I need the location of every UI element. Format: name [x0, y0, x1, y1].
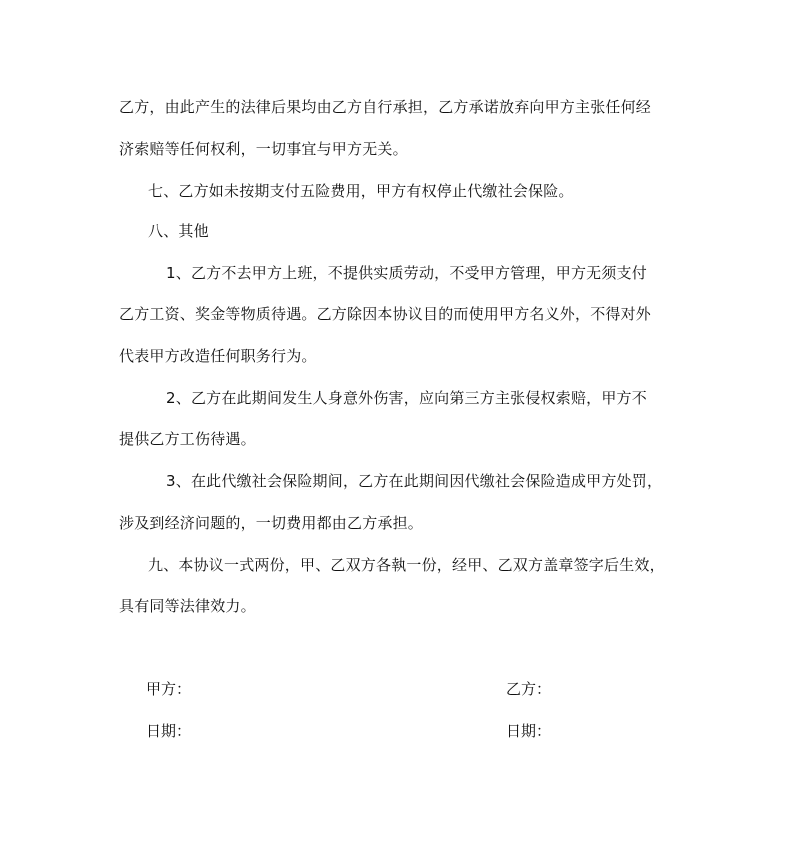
- paragraph-line: 济索赔等任何权利，一切事宜与甲方无关。: [119, 140, 408, 158]
- paragraph-line: 代表甲方改造任何职务行为。: [119, 347, 317, 365]
- section-heading: 八、其他: [148, 222, 209, 240]
- paragraph-line: 提供乙方工伤待遇。: [119, 430, 256, 448]
- paragraph-line: 1、乙方不去甲方上班，不提供实质劳动，不受甲方管理，甲方无须支付: [166, 264, 647, 282]
- date-a-label: 日期：: [146, 722, 192, 740]
- paragraph-line: 具有同等法律效力。: [119, 597, 256, 615]
- paragraph-line: 乙方工资、奖金等物质待遇。乙方除因本协议目的而使用甲方名义外，不得对外: [119, 305, 652, 323]
- date-b-label: 日期：: [506, 722, 552, 740]
- paragraph-line: 乙方，由此产生的法律后果均由乙方自行承担，乙方承诺放弃向甲方主张任何经: [119, 98, 652, 116]
- party-b-label: 乙方：: [506, 680, 552, 698]
- party-a-label: 甲方：: [146, 680, 192, 698]
- paragraph-line: 3、在此代缴社会保险期间，乙方在此期间因代缴社会保险造成甲方处罚，: [166, 472, 663, 490]
- paragraph-line: 九、本协议一式两份，甲、乙双方各執一份，经甲、乙双方盖章签字后生效，: [148, 556, 665, 574]
- paragraph-line: 涉及到经济问题的，一切费用都由乙方承担。: [119, 514, 424, 532]
- paragraph-line: 2、乙方在此期间发生人身意外伤害，应向第三方主张侵权索赔，甲方不: [166, 389, 647, 407]
- paragraph-line: 七、乙方如未按期支付五险费用，甲方有权停止代缴社会保险。: [148, 182, 574, 200]
